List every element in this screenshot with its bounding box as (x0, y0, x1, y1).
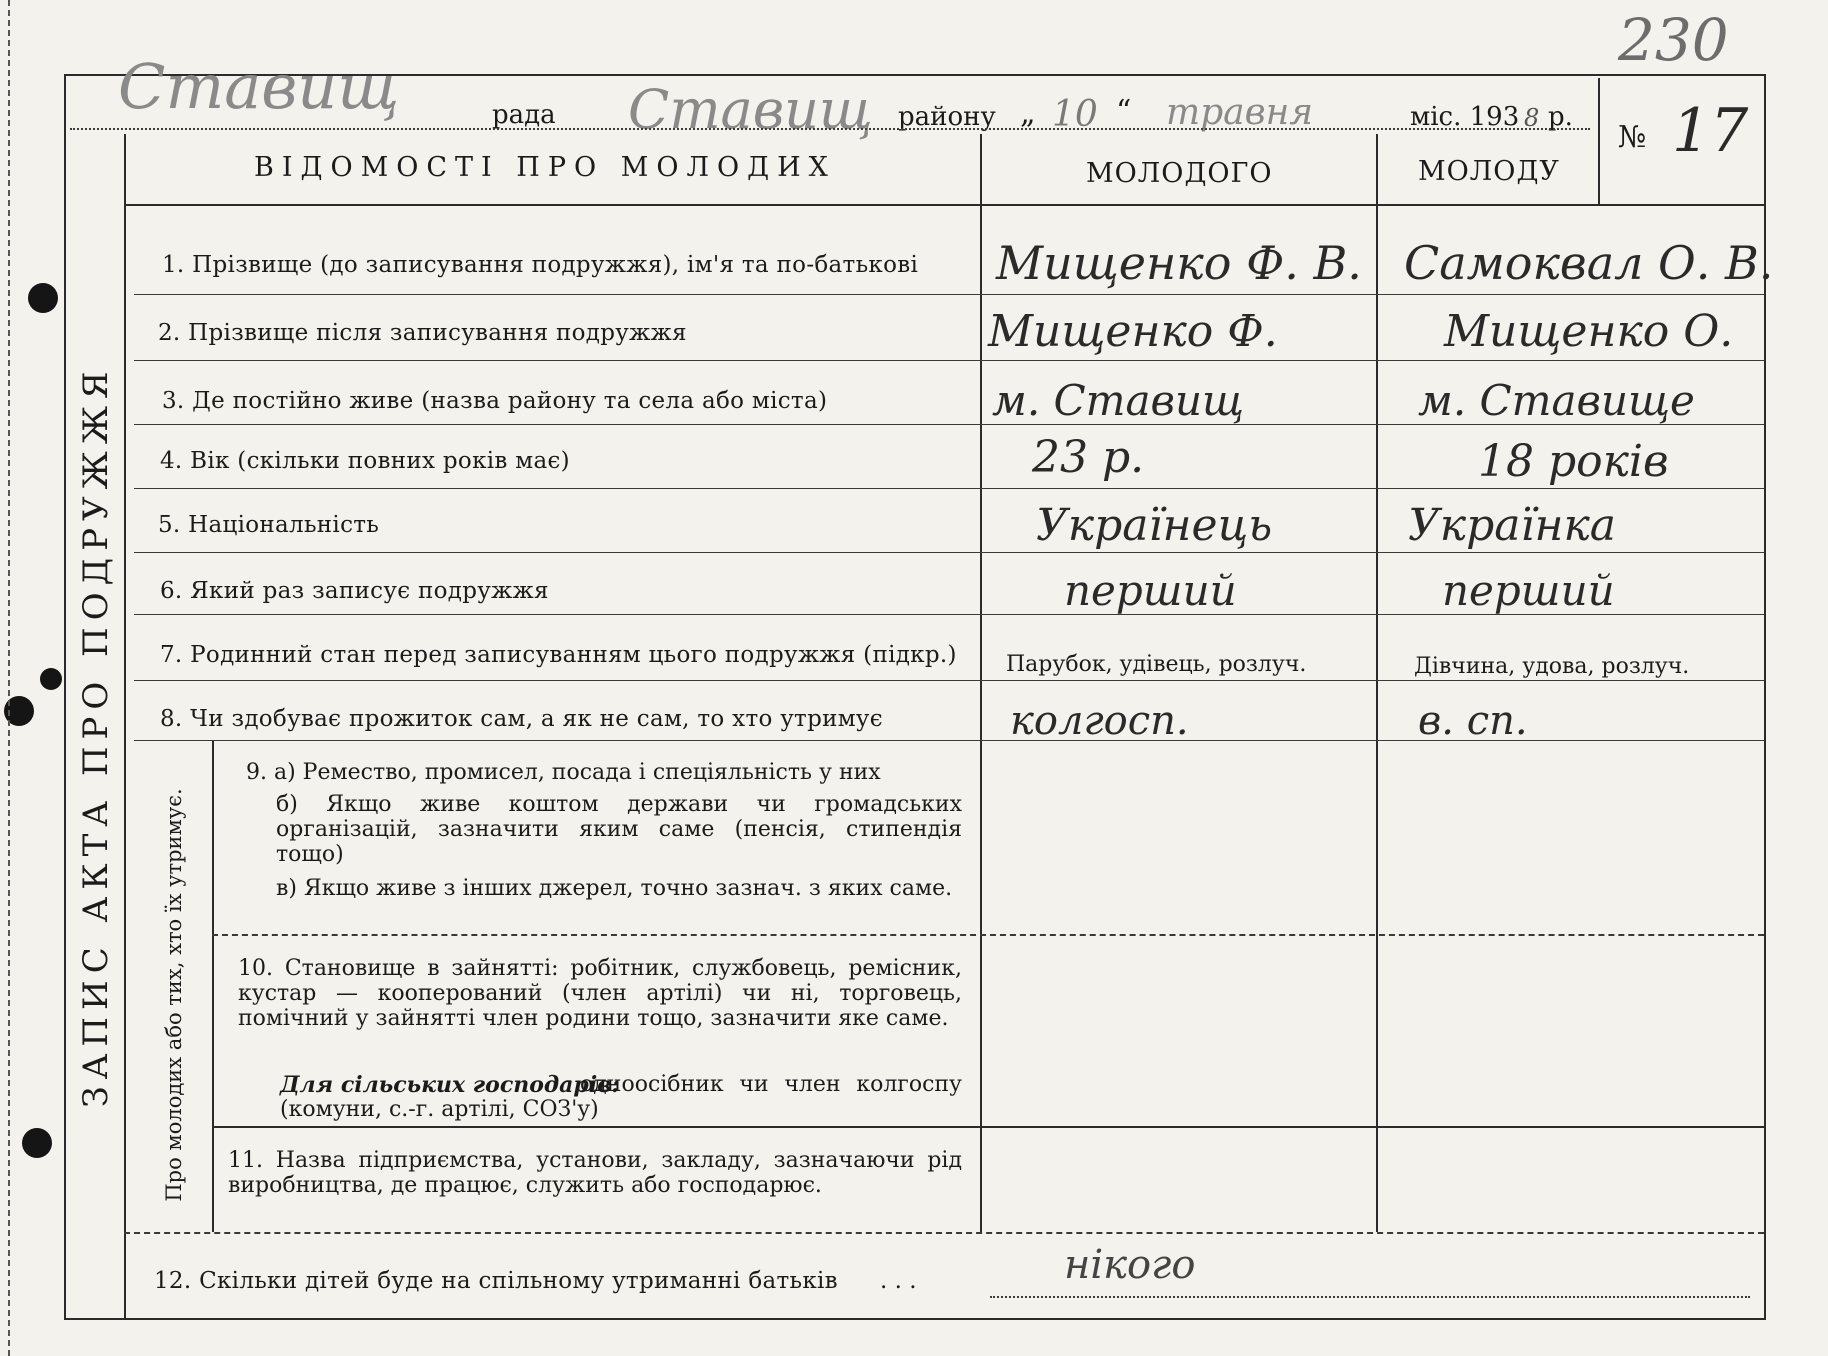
row-4-label: 4. Вік (скільки повних років має) (160, 448, 570, 474)
day-value: 10 (1052, 94, 1098, 135)
row-5-groom: Українець (1036, 500, 1273, 551)
row-8-bottom (134, 740, 1764, 741)
row-12-answer: нікого (1064, 1242, 1196, 1288)
row-9-bottom (212, 934, 1764, 936)
record-number: 17 (1672, 96, 1749, 166)
council-name: Ставищ (118, 50, 400, 123)
row-7-groom: Парубок, удівець, розлуч. (1006, 652, 1307, 677)
year-suffix: р. (1548, 102, 1573, 132)
punch-hole-1 (28, 283, 58, 313)
row-3-label: 3. Де постійно живе (назва району та села або міста) (162, 388, 828, 414)
groom-column-left (980, 134, 982, 1232)
row-6-bottom (134, 614, 1764, 615)
row-5-bride: Українка (1408, 500, 1617, 551)
row-6-groom: перший (1064, 566, 1237, 615)
row-2-label: 2. Прізвище після записування подружжя (158, 320, 687, 346)
row-1-groom: Мищенко Ф. В. (996, 236, 1362, 290)
number-box-left (1598, 78, 1600, 206)
row-11-label: 11. Назва підприємства, установи, закладу, зазначаючи рід виробництва, де працює, служить або господарює. (228, 1148, 962, 1198)
groom-column-header: МОЛОДОГО (1086, 158, 1273, 189)
row9-11-left (212, 740, 214, 1232)
row-9c-label: в) Якщо живе з інших джерел, точно зазнач. з яких саме. (276, 876, 953, 901)
bride-column-left (1376, 134, 1378, 1232)
row-10-bold-label: Для сільських господарів: (280, 1072, 620, 1098)
row-9a-label: 9. а) Ремество, промисел, посада і спеціяльність у них (246, 760, 881, 785)
row-7-bottom (134, 680, 1764, 681)
row-12-label: 12. Скільки дітей буде на спільному утриманні батьків (154, 1268, 838, 1294)
row-7-label: 7. Родинний стан перед записуванням цього подружжя (підкр.) (160, 642, 957, 668)
header-dotted-line (70, 128, 1590, 130)
row-11-bottom (124, 1232, 1764, 1234)
row-10-bottom (212, 1126, 1764, 1128)
bride-column-header: МОЛОДУ (1418, 156, 1560, 187)
row-3-bottom (134, 424, 1764, 425)
row-3-groom: м. Ставищ (992, 376, 1245, 425)
month-label: міс. 193 (1410, 102, 1520, 132)
rayon-label: району (898, 102, 996, 132)
punch-hole-4 (22, 1128, 52, 1158)
row-2-bottom (134, 360, 1764, 361)
side-title: ЗАПИС АКТА ПРО ПОДРУЖЖЯ (76, 364, 116, 1108)
left-margin-line (8, 0, 10, 1356)
punch-hole-3 (40, 668, 62, 690)
row-9b-label: б) Якщо живе коштом держави чи громадських організацій, зазначити яким саме (пенсія, стипендія тощо) (276, 792, 962, 867)
row-6-bride: перший (1442, 566, 1615, 615)
row-8-groom: колгосп. (1010, 698, 1189, 744)
row-4-groom: 23 р. (1032, 432, 1145, 483)
row-8-bride: в. сп. (1418, 698, 1528, 744)
day-close-quote: “ (1116, 94, 1132, 129)
side-subtitle: Про молодих або тих, хто їх утримує. (162, 788, 186, 1202)
frame-left (64, 74, 66, 1320)
row-2-groom: Мищенко Ф. (988, 306, 1278, 357)
month-value: травня (1166, 92, 1314, 133)
row-10-label: 10. Становище в зайнятті: робітник, службовець, ремісник, кустар — кооперований (член артілі) чи ні, торговець, помічний у зайнятті член родини тощо, зазначити яке саме. (238, 956, 962, 1031)
number-label: № (1618, 120, 1647, 155)
row-7-bride: Дівчина, удова, розлуч. (1414, 654, 1690, 679)
frame-bottom (64, 1318, 1764, 1320)
row-10-label-2: одноосібник чи член колгоспу (комуни, с.-г. артілі, СОЗ'у) (280, 1072, 962, 1122)
day-open-quote: „ (1020, 96, 1036, 131)
row-1-label: 1. Прізвище (до записування подружжя), ім'я та по-батькові (162, 252, 919, 278)
archive-page-number: 230 (1618, 6, 1729, 74)
info-column-header: ВІДОМОСТІ ПРО МОЛОДИХ (254, 152, 836, 183)
row-4-bride: 18 років (1478, 436, 1669, 487)
row-2-bride: Мищенко О. (1444, 306, 1734, 357)
row-1-bottom (134, 294, 1764, 295)
row-6-label: 6. Який раз записує подружжя (160, 578, 549, 604)
rada-label: рада (492, 100, 556, 130)
row-12-dots: . . . (880, 1268, 917, 1294)
row-5-bottom (134, 552, 1764, 553)
side-column-divider (124, 134, 126, 1318)
row-1-bride: Самоквал О. В. (1404, 236, 1774, 290)
district-name: Ставищ (628, 78, 873, 141)
row-8-label: 8. Чи здобуває прожиток сам, а як не сам, то хто утримує (160, 706, 883, 732)
year-last-digit: 8 (1524, 104, 1540, 132)
row-4-bottom (134, 488, 1764, 489)
row-5-label: 5. Національність (158, 512, 380, 538)
row-12-underline (990, 1296, 1750, 1298)
row-3-bride: м. Ставище (1418, 376, 1695, 425)
header-bottom-line (124, 204, 1764, 206)
